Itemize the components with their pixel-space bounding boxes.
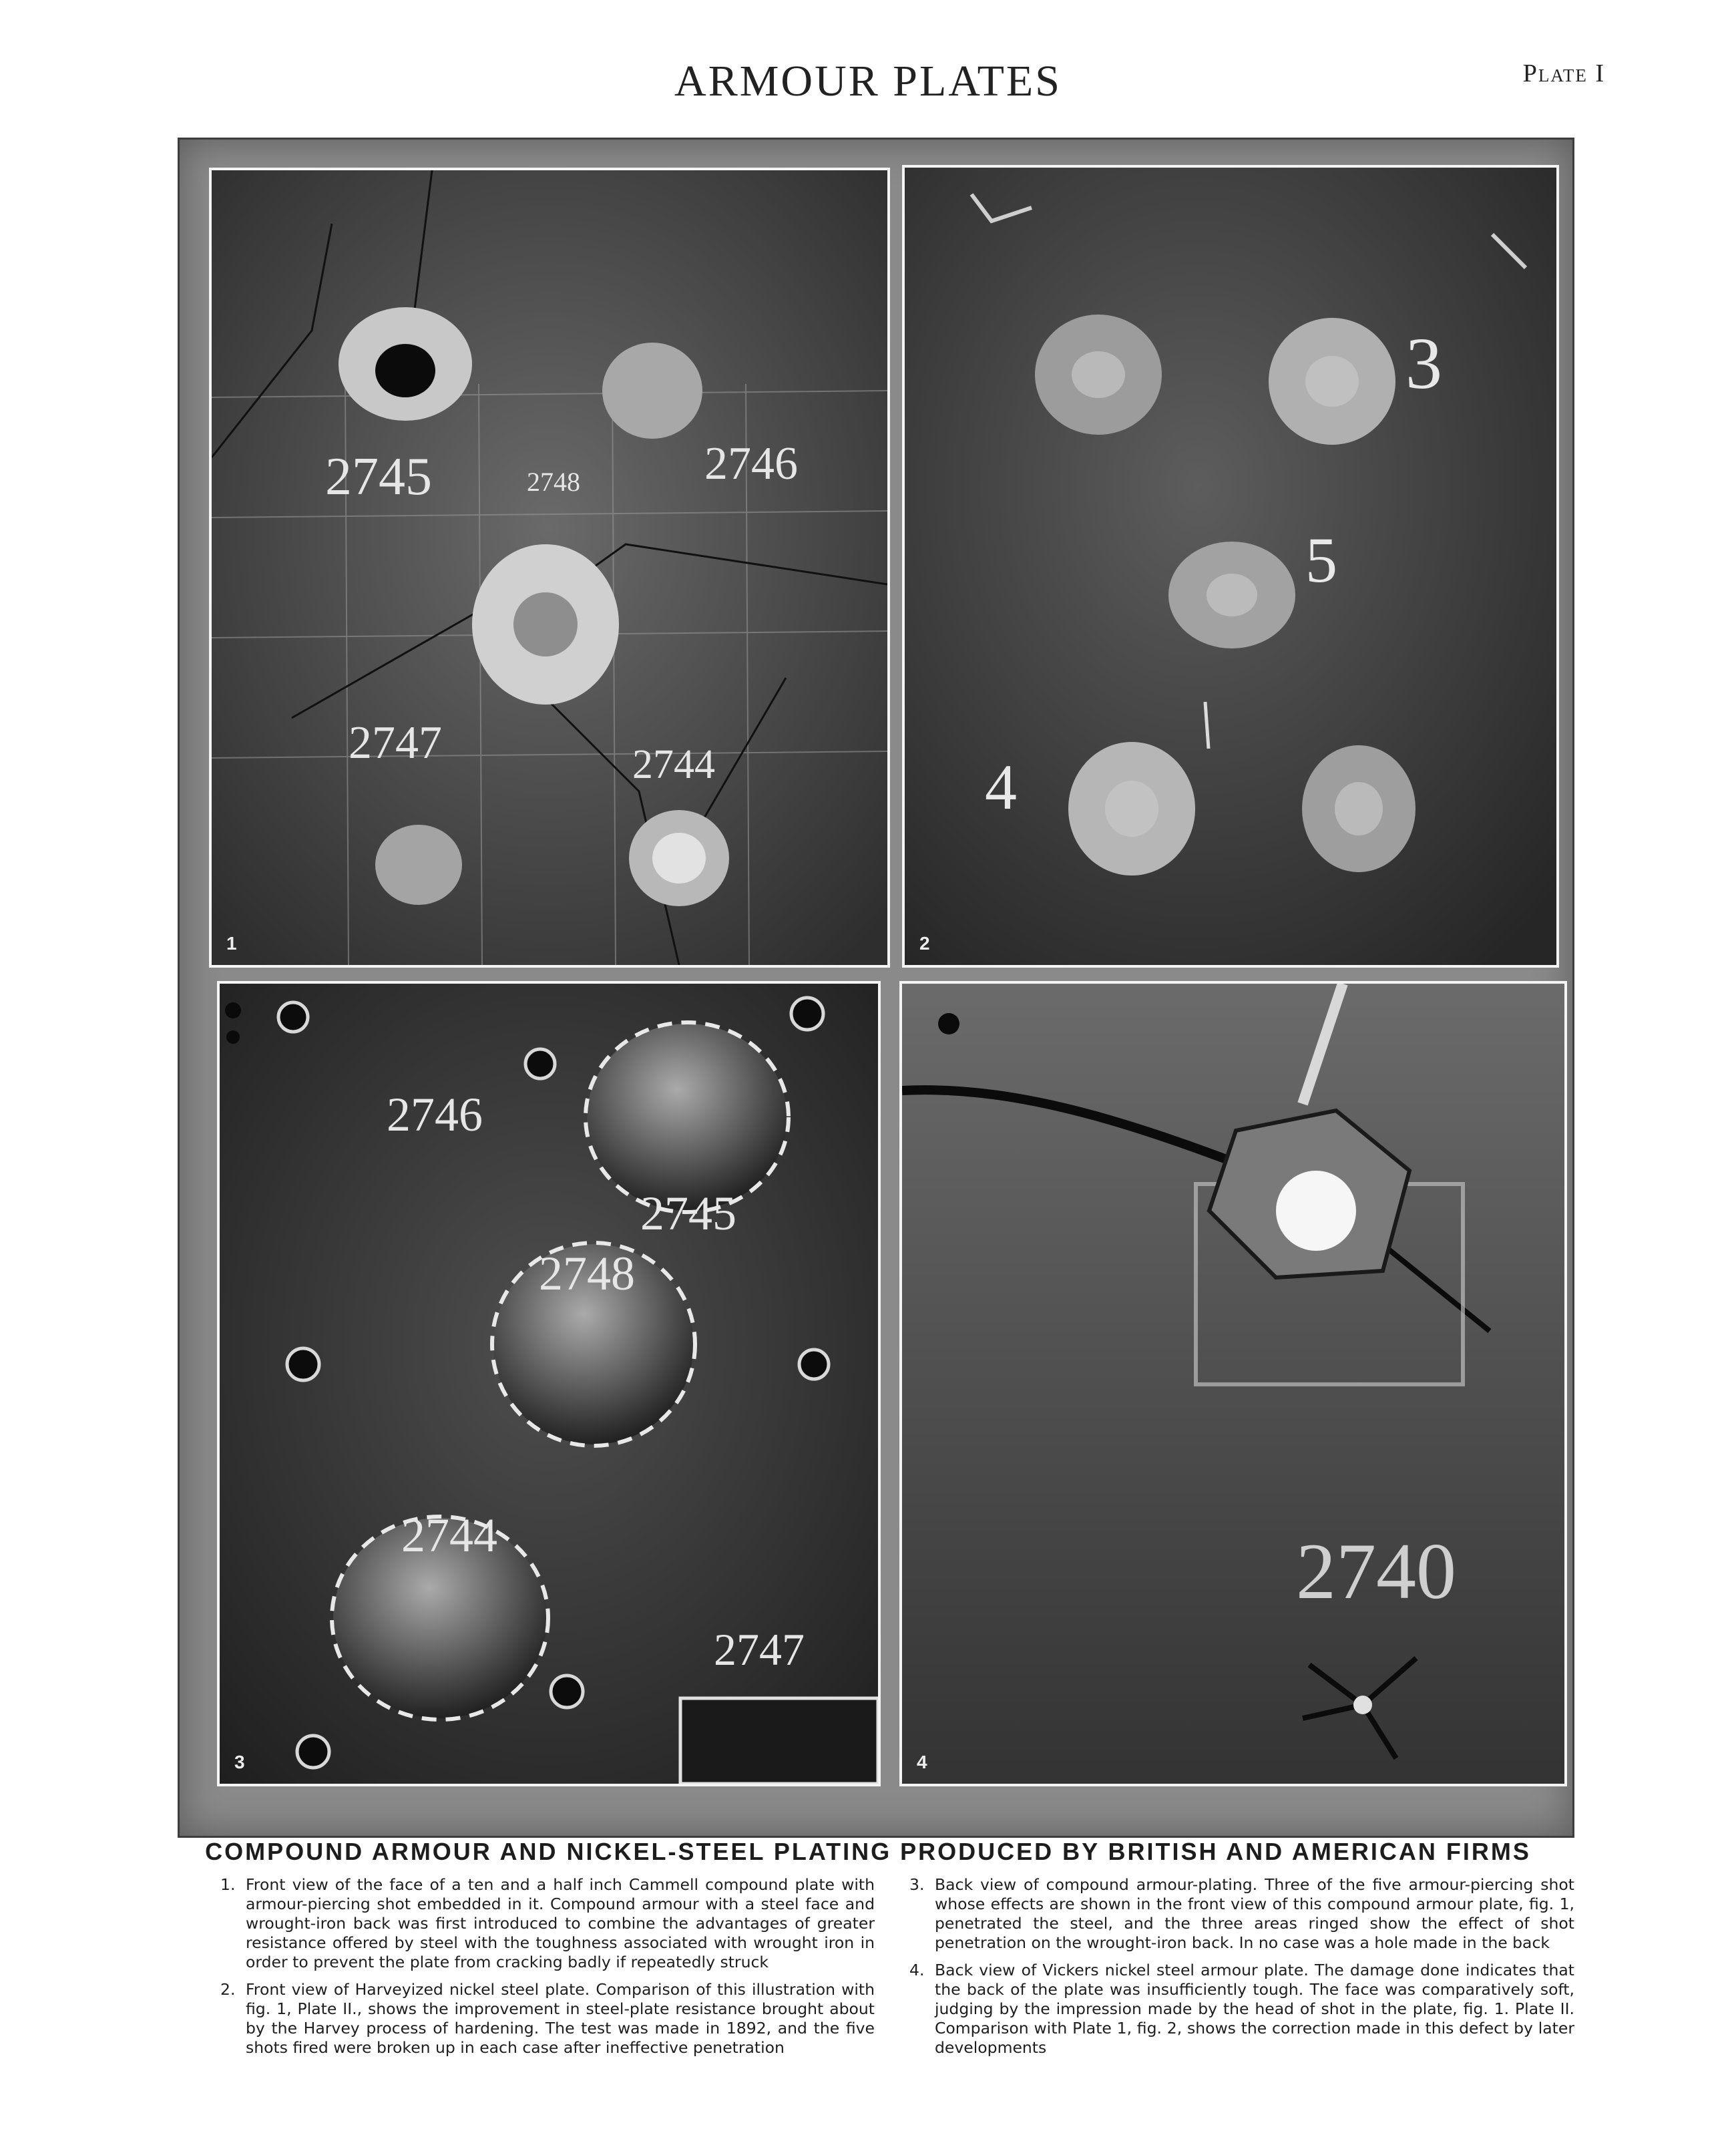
caption-note-4 xyxy=(909,1961,1574,2058)
photo-sheet xyxy=(178,138,1574,1838)
figure-3-number: 3 xyxy=(234,1752,245,1772)
marking-4: 4 xyxy=(985,751,1017,823)
marking-2740: 2740 xyxy=(1296,1527,1456,1615)
marking-2747: 2747 xyxy=(349,717,442,769)
page-title: ARMOUR PLATES xyxy=(674,57,1062,106)
figure-1-image xyxy=(212,170,887,965)
figure-1-photo xyxy=(209,168,890,968)
caption-notes-right xyxy=(909,1875,1574,2066)
note-number: 3. xyxy=(909,1875,925,1894)
note-text: Front view of the face of a ten and a half inch Cammell compound plate with armour-piercing shot embedded in it. Compound armour with a steel face and wrought-iron back was first introduced to combine the advantages of greater resistance offered by steel with the toughness associated with wrought iron in order to prevent the plate from cracking badly if repeatedly struck xyxy=(246,1875,875,1971)
caption-notes-left xyxy=(220,1875,875,2066)
caption-note-1 xyxy=(220,1875,875,1972)
note-text: Back view of Vickers nickel steel armour plate. The damage done indicates that the back of the plate was insufficiently tough. The face was comparatively soft, judging by the impression made by the head of shot in the plate, fig. 1. Plate II. Comparison with Plate 1, fig. 2, shows the correction made in this defect by later developments xyxy=(935,1961,1574,2057)
figure-2-photo xyxy=(902,165,1559,968)
note-number: 1. xyxy=(220,1875,236,1894)
note-number: 2. xyxy=(220,1980,236,1999)
plate-number: Plate I xyxy=(1522,59,1605,87)
figure-2-image xyxy=(905,168,1556,965)
figure-1-number: 1 xyxy=(226,933,237,954)
marking-2746: 2746 xyxy=(704,438,798,490)
figure-4-image xyxy=(902,984,1564,1784)
note-number: 4. xyxy=(909,1961,925,1979)
figure-3-photo xyxy=(217,981,881,1786)
figure-3-image xyxy=(220,984,878,1784)
caption-note-3 xyxy=(909,1875,1574,1953)
figure-4-photo xyxy=(899,981,1567,1786)
marking-2748: 2748 xyxy=(527,467,580,497)
figure-4-number: 4 xyxy=(917,1752,927,1772)
marking-5: 5 xyxy=(1305,524,1337,596)
marking-3: 3 xyxy=(1405,323,1442,404)
marking-2746: 2746 xyxy=(387,1088,483,1141)
marking-2745: 2745 xyxy=(640,1187,736,1240)
marking-2747: 2747 xyxy=(714,1624,805,1675)
note-text: Front view of Harveyized nickel steel plate. Comparison of this illustration with fig. 1, Plate II., shows the improvement in steel-plate resistance brought about by the Harvey process of hardening. The test was made in 1892, and the five shots fired were broken up in each case after ineffective penetration xyxy=(246,1980,875,2057)
marking-2744: 2744 xyxy=(632,742,715,787)
marking-2748: 2748 xyxy=(539,1247,635,1300)
marking-2745: 2745 xyxy=(325,447,432,506)
marking-2744: 2744 xyxy=(401,1509,497,1562)
caption-heading: COMPOUND ARMOUR AND NICKEL-STEEL PLATING PRODUCED BY BRITISH AND AMERICAN FIRMS xyxy=(205,1838,1531,1865)
figure-2-number: 2 xyxy=(919,933,930,954)
caption-note-2 xyxy=(220,1980,875,2058)
note-text: Back view of compound armour-plating. Three of the five armour-piercing shot whose effects are shown in the front view of this compound armour plate, fig. 1, penetrated the steel, and the three areas ringed show the effect of shot penetration on the wrought-iron back. In no case was a hole made in the back xyxy=(935,1875,1574,1952)
